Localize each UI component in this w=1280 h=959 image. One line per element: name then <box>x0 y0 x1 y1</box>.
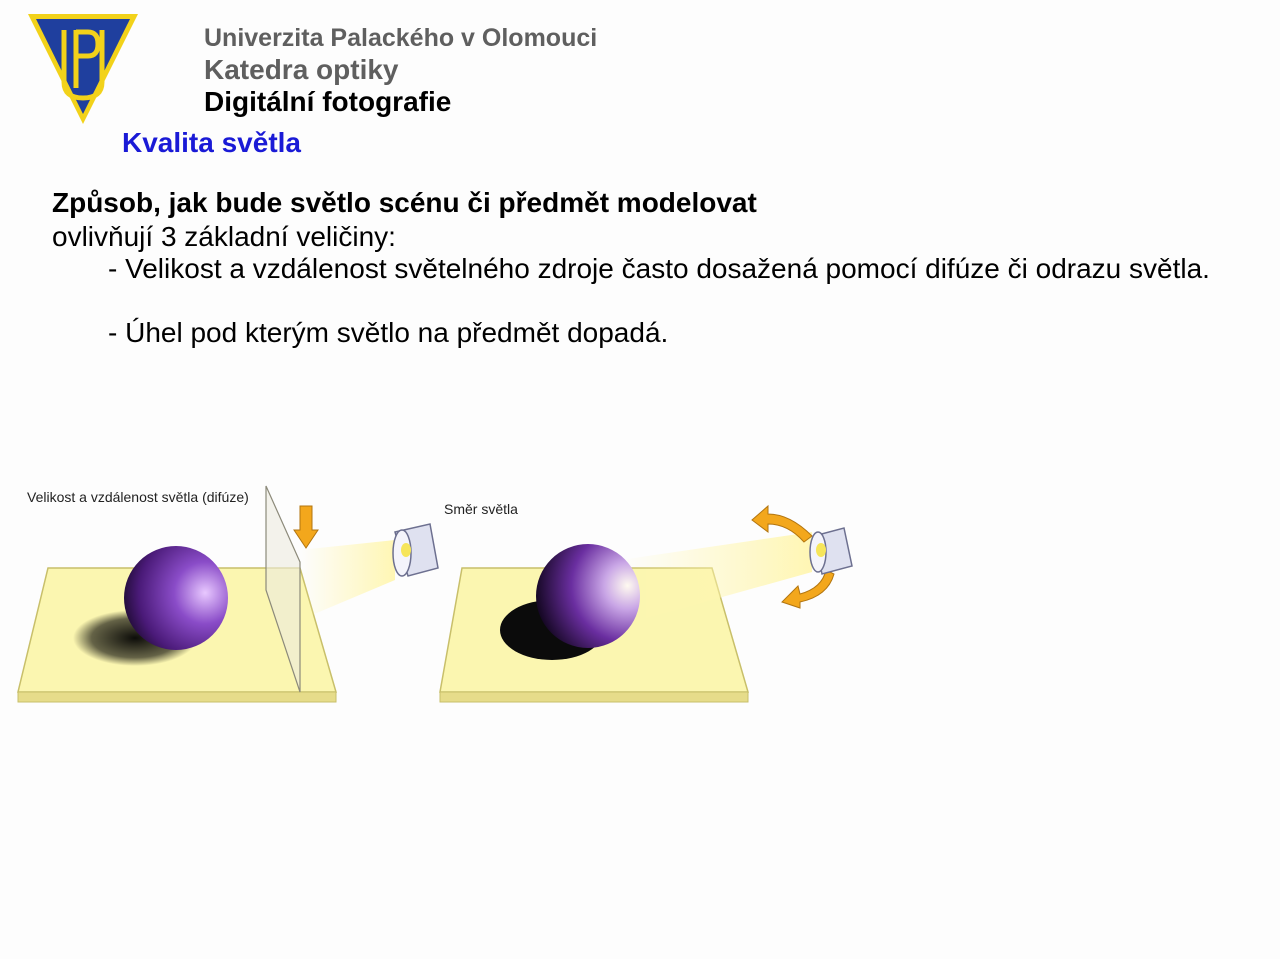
course-name: Digitální fotografie <box>204 86 452 117</box>
university-name: Univerzita Palackého v Olomouci <box>204 24 598 52</box>
right-scene <box>440 501 852 702</box>
left-lamp-icon <box>393 524 438 576</box>
bullet-angle: - Úhel pod kterým světlo na předmět dopadá. <box>108 317 669 348</box>
department-name: Katedra optiky <box>204 54 399 85</box>
left-scene <box>18 486 438 702</box>
right-lamp-icon <box>810 528 852 574</box>
right-figure-label: Směr světla <box>444 501 518 517</box>
left-figure-label: Velikost a vzdálenost světla (difúze) <box>27 489 249 505</box>
lead-sentence-rest: ovlivňují 3 základní veličiny: <box>52 221 396 252</box>
university-logo <box>24 10 142 128</box>
right-sphere <box>536 544 640 648</box>
left-sphere <box>124 546 228 650</box>
right-table-edge <box>440 692 748 702</box>
slide-title: Kvalita světla <box>122 127 301 158</box>
light-quality-illustration <box>0 470 880 720</box>
left-table-edge <box>18 692 336 702</box>
down-arrow-icon <box>294 506 318 548</box>
lead-sentence-bold: Způsob, jak bude světlo scénu či předmět modelovat <box>52 187 757 218</box>
bullet-size-distance: - Velikost a vzdálenost světelného zdroje často dosažená pomocí difúze či odrazu světla. <box>108 253 1210 284</box>
left-light-beam <box>300 540 395 620</box>
